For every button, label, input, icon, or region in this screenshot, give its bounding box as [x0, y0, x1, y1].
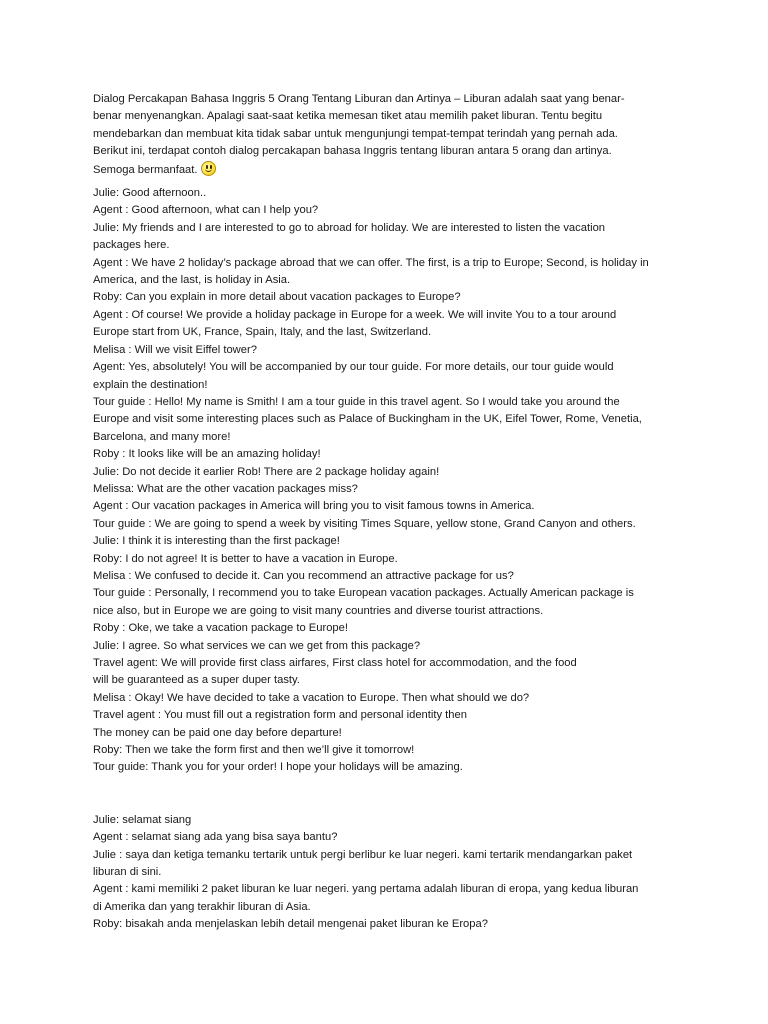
smiley-icon: [201, 161, 216, 176]
dialog-line: Roby : It looks like will be an amazing holiday!: [93, 448, 321, 461]
dialog-line: di Amerika dan yang terakhir liburan di Asia.: [93, 900, 311, 913]
dialog-line: Agent : Of course! We provide a holiday package in Europe for a week. We will invite You to a tour around: [93, 308, 617, 321]
dialog-line: Julie: selamat siang: [93, 813, 192, 826]
dialog-line: Melisa : Will we visit Eiffel tower?: [93, 343, 257, 356]
dialog-line: Travel agent : You must fill out a registration form and personal identity then: [93, 709, 467, 722]
dialog-line: nice also, but in Europe we are going to visit many countries and diverse tourist attractions.: [93, 604, 544, 617]
dialog-line: liburan di sini.: [93, 866, 162, 879]
dialog-line: Tour guide: Thank you for your order! I hope your holidays will be amazing.: [93, 761, 463, 774]
dialog-line: Roby: Then we take the form first and then we’ll give it tomorrow!: [93, 744, 415, 757]
dialog-line: Roby: I do not agree! It is better to have a vacation in Europe.: [93, 552, 398, 565]
dialog-line: Roby: bisakah anda menjelaskan lebih detail mengenai paket liburan ke Eropa?: [93, 918, 488, 931]
english-dialog: [93, 185, 693, 777]
dialog-line: Agent : selamat siang ada yang bisa saya bantu?: [93, 831, 338, 844]
dialog-line: Barcelona, and many more!: [93, 430, 231, 443]
intro-line-last: [93, 161, 693, 179]
dialog-line: Roby: Can you explain in more detail about vacation packages to Europe?: [93, 291, 461, 304]
dialog-line: Tour guide : We are going to spend a week by visiting Times Square, yellow stone, Grand Canyon and others.: [93, 517, 636, 530]
intro-line-text: Semoga bermanfaat.: [93, 163, 198, 176]
dialog-line: Europe and visit some interesting places such as Palace of Buckingham in the UK, Eifel Tower, Rome, Venetia,: [93, 413, 642, 426]
dialog-line: explain the destination!: [93, 378, 208, 391]
dialog-line: Julie : saya dan ketiga temanku tertarik untuk pergi berlibur ke luar negeri. kami tertarik mendangarkan paket: [93, 848, 633, 861]
dialog-line: Melissa: What are the other vacation packages miss?: [93, 482, 358, 495]
dialog-line: Melisa : We confused to decide it. Can you recommend an attractive package for us?: [93, 569, 514, 582]
dialog-line: Europe start from UK, France, Spain, Italy, and the last, Switzerland.: [93, 326, 432, 339]
dialog-line: America, and the last, is holiday in Asia.: [93, 274, 291, 287]
dialog-line: Agent : Our vacation packages in America will bring you to visit famous towns in America.: [93, 500, 535, 513]
dialog-line: Melisa : Okay! We have decided to take a vacation to Europe. Then what should we do?: [93, 691, 530, 704]
dialog-line: Julie: Do not decide it earlier Rob! There are 2 package holiday again!: [93, 465, 440, 478]
intro-line: Dialog Percakapan Bahasa Inggris 5 Orang Tentang Liburan dan Artinya – Liburan adalah saat yang benar-: [93, 93, 625, 105]
dialog-line: Julie: Good afternoon..: [93, 187, 207, 200]
indonesian-dialog: [93, 812, 693, 934]
section-gap: [93, 777, 693, 812]
dialog-line: will be guaranteed as a super duper tasty.: [93, 674, 300, 687]
document-page: [93, 91, 693, 934]
dialog-line: Travel agent: We will provide first class airfares, First class hotel for accommodation, and the food: [93, 657, 577, 669]
dialog-line: Agent : We have 2 holiday’s package abroad that we can offer. The first, is a trip to Europe; Second, is holiday in: [93, 256, 649, 269]
dialog-line: Tour guide : Personally, I recommend you to take European vacation packages. Actually American package is: [93, 587, 634, 600]
dialog-line: Agent : Good afternoon, what can I help you?: [93, 204, 319, 217]
dialog-line: Roby : Oke, we take a vacation package to Europe!: [93, 622, 348, 635]
intro-paragraph: [93, 91, 693, 179]
dialog-line: Agent : kami memiliki 2 paket liburan ke luar negeri. yang pertama adalah liburan di eropa, yang kedua liburan: [93, 883, 639, 896]
dialog-line: Julie: I agree. So what services we can we get from this package?: [93, 639, 421, 652]
dialog-line: The money can be paid one day before departure!: [93, 726, 342, 739]
intro-line: Berikut ini, terdapat contoh dialog percakapan bahasa Inggris tentang liburan antara 5 orang dan artinya.: [93, 145, 612, 158]
dialog-line: packages here.: [93, 239, 170, 252]
dialog-line: Julie: I think it is interesting than the first package!: [93, 535, 340, 548]
intro-line: benar menyenangkan. Apalagi saat-saat ketika memesan tiket atau memilih paket liburan. Tentu begitu: [93, 110, 603, 123]
dialog-line: Agent: Yes, absolutely! You will be accompanied by our tour guide. For more details, our tour guide would: [93, 361, 614, 374]
dialog-line: Tour guide : Hello! My name is Smith! I am a tour guide in this travel agent. So I would take you around the: [93, 395, 620, 408]
dialog-line: Julie: My friends and I are interested to go to abroad for holiday. We are interested to listen the vacation: [93, 221, 606, 234]
intro-line: mendebarkan dan membuat kita tidak sabar untuk mengunjungi tempat-tempat terindah yang pernah ada.: [93, 127, 618, 140]
